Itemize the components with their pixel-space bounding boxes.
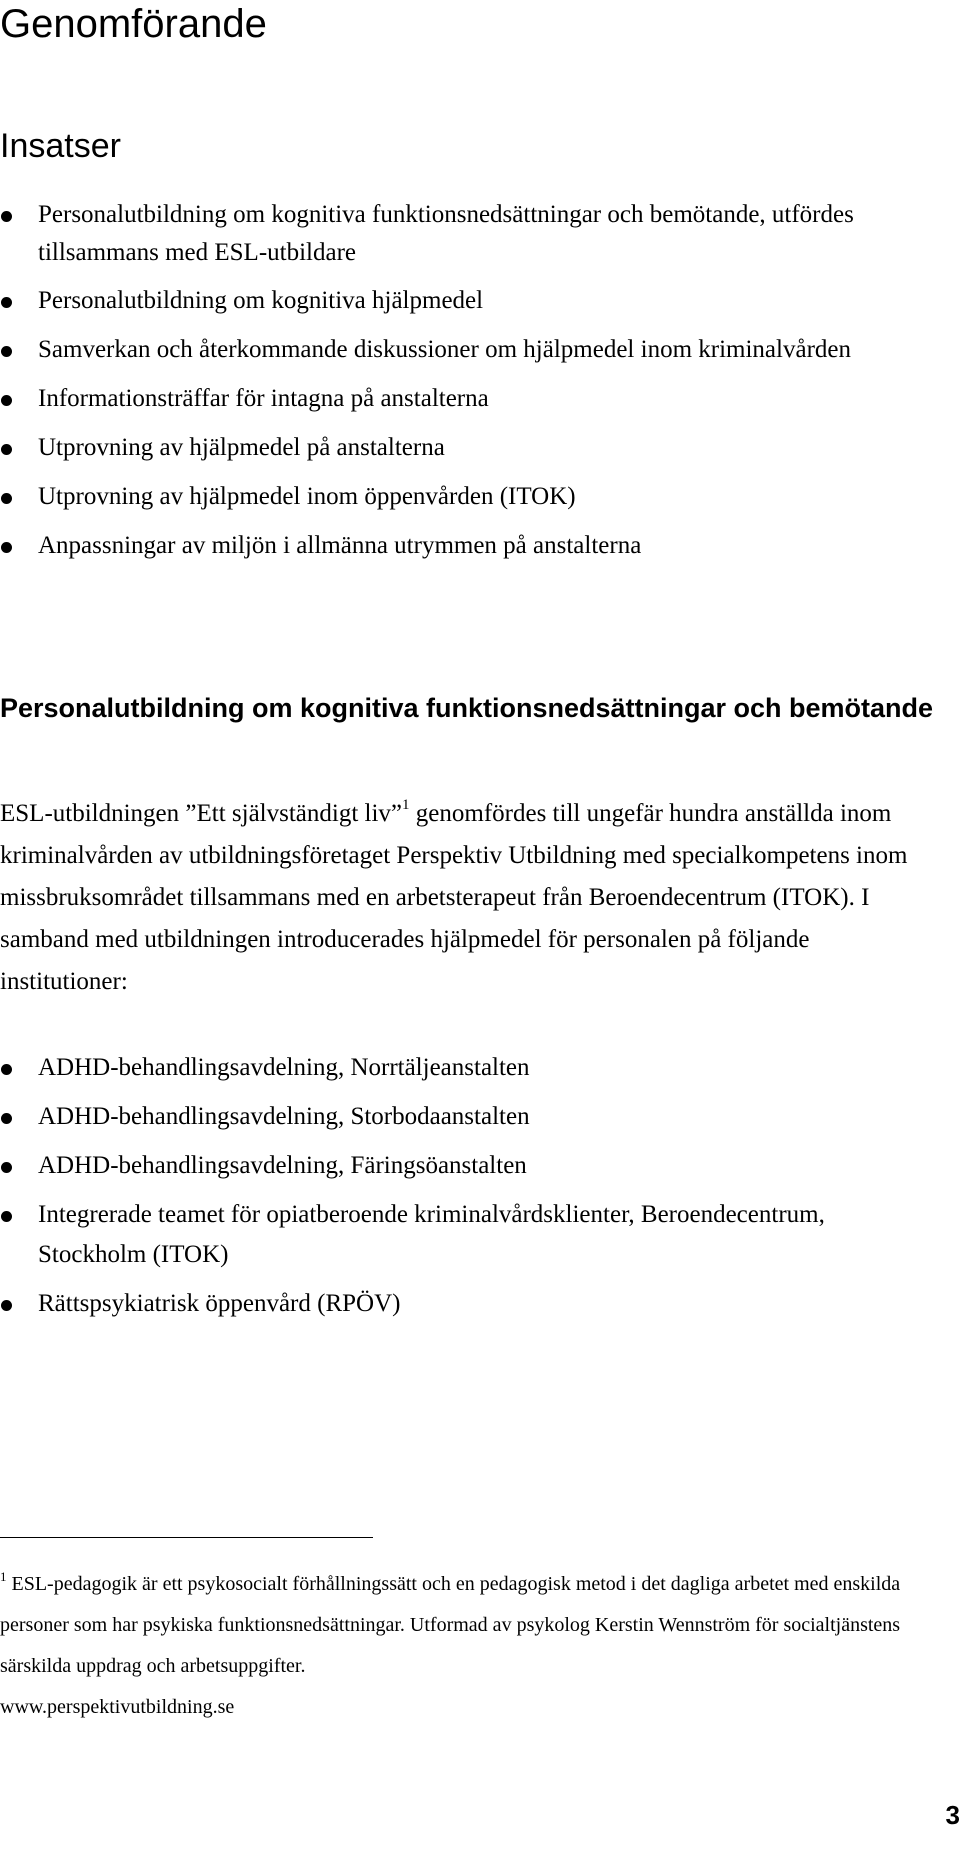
paragraph-text-rest: genomfördes till ungefär hundra anställda inom kriminalvården av utbildningsföretaget Perspektiv Utbildning med specialkompetens inom missbruksområdet tillsammans med en arbetsterapeut från Beroendecentrum (ITOK). I samband med utbildningen introducerades hjälpmedel för personalen på följande institutioner: — [0, 800, 908, 995]
list-item — [0, 1195, 935, 1275]
list-item-text: ADHD-behandlingsavdelning, Norrtäljeanstalten — [38, 1054, 530, 1081]
list-item-text: Samverkan och återkommande diskussioner om hjälpmedel inom kriminalvården — [38, 336, 851, 363]
list-item — [0, 1048, 935, 1088]
list-item-text: ADHD-behandlingsavdelning, Färingsöanstalten — [38, 1152, 527, 1179]
list-item — [0, 196, 935, 272]
list-item — [0, 380, 935, 418]
bullet-icon — [1, 211, 12, 222]
list-item — [0, 478, 935, 516]
page-heading: Genomförande — [0, 2, 267, 46]
list-item — [0, 429, 935, 467]
institutioner-list — [0, 1048, 935, 1333]
list-item-text: ADHD-behandlingsavdelning, Storbodaanstalten — [38, 1103, 530, 1130]
footnote-url-link[interactable]: www.perspektivutbildning.se — [0, 1696, 235, 1718]
bullet-icon — [1, 1113, 12, 1124]
bullet-icon — [1, 346, 12, 357]
bullet-icon — [1, 297, 12, 308]
bullet-icon — [1, 444, 12, 455]
list-item — [0, 1284, 935, 1324]
list-item-text: Utprovning av hjälpmedel på anstalterna — [38, 434, 445, 461]
bullet-icon — [1, 1162, 12, 1173]
list-item — [0, 282, 935, 320]
footnote-separator — [0, 1537, 373, 1538]
bullet-icon — [1, 1300, 12, 1311]
list-item-text: Anpassningar av miljön i allmänna utrymmen på anstalterna — [38, 532, 642, 559]
bullet-icon — [1, 1211, 12, 1222]
bullet-icon — [1, 1064, 12, 1075]
bullet-icon — [1, 542, 12, 553]
body-paragraph — [0, 793, 940, 1003]
list-item — [0, 527, 935, 565]
insatser-list — [0, 196, 935, 576]
section-heading-personalutbildning: Personalutbildning om kognitiva funktionsnedsättningar och bemötande — [0, 693, 934, 723]
list-item-text: Personalutbildning om kognitiva funktionsnedsättningar och bemötande, utfördes tillsammans med ESL-utbildare — [38, 201, 854, 266]
bullet-icon — [1, 395, 12, 406]
bullet-icon — [1, 493, 12, 504]
footnote-marker: 1 — [0, 1569, 7, 1584]
list-item-text: Informationsträffar för intagna på anstalterna — [38, 385, 489, 412]
footnote-reference[interactable]: 1 — [402, 797, 410, 813]
paragraph-text-start: ESL-utbildningen ”Ett självständigt liv” — [0, 800, 403, 827]
list-item-text: Rättspsykiatrisk öppenvård (RPÖV) — [38, 1290, 401, 1317]
footnote — [0, 1564, 945, 1728]
page-number: 3 — [945, 1800, 960, 1830]
list-item — [0, 1097, 935, 1137]
list-item — [0, 1146, 935, 1186]
list-item-text: Personalutbildning om kognitiva hjälpmedel — [38, 287, 484, 314]
footnote-text: ESL-pedagogik är ett psykosocialt förhållningssätt och en pedagogisk metod i det dagliga arbetet med enskilda personer som har psykiska funktionsnedsättningar. Utformad av psykolog Kerstin Wennström för socialtjänstens särskilda uppdrag och arbetsuppgifter. — [0, 1573, 901, 1677]
list-item-text: Utprovning av hjälpmedel inom öppenvården (ITOK) — [38, 483, 576, 510]
list-item — [0, 331, 935, 369]
list-item-text: Integrerade teamet för opiatberoende kriminalvårdsklienter, Beroendecentrum, Stockholm (ITOK) — [38, 1201, 825, 1268]
section-heading-insatser: Insatser — [0, 127, 121, 165]
